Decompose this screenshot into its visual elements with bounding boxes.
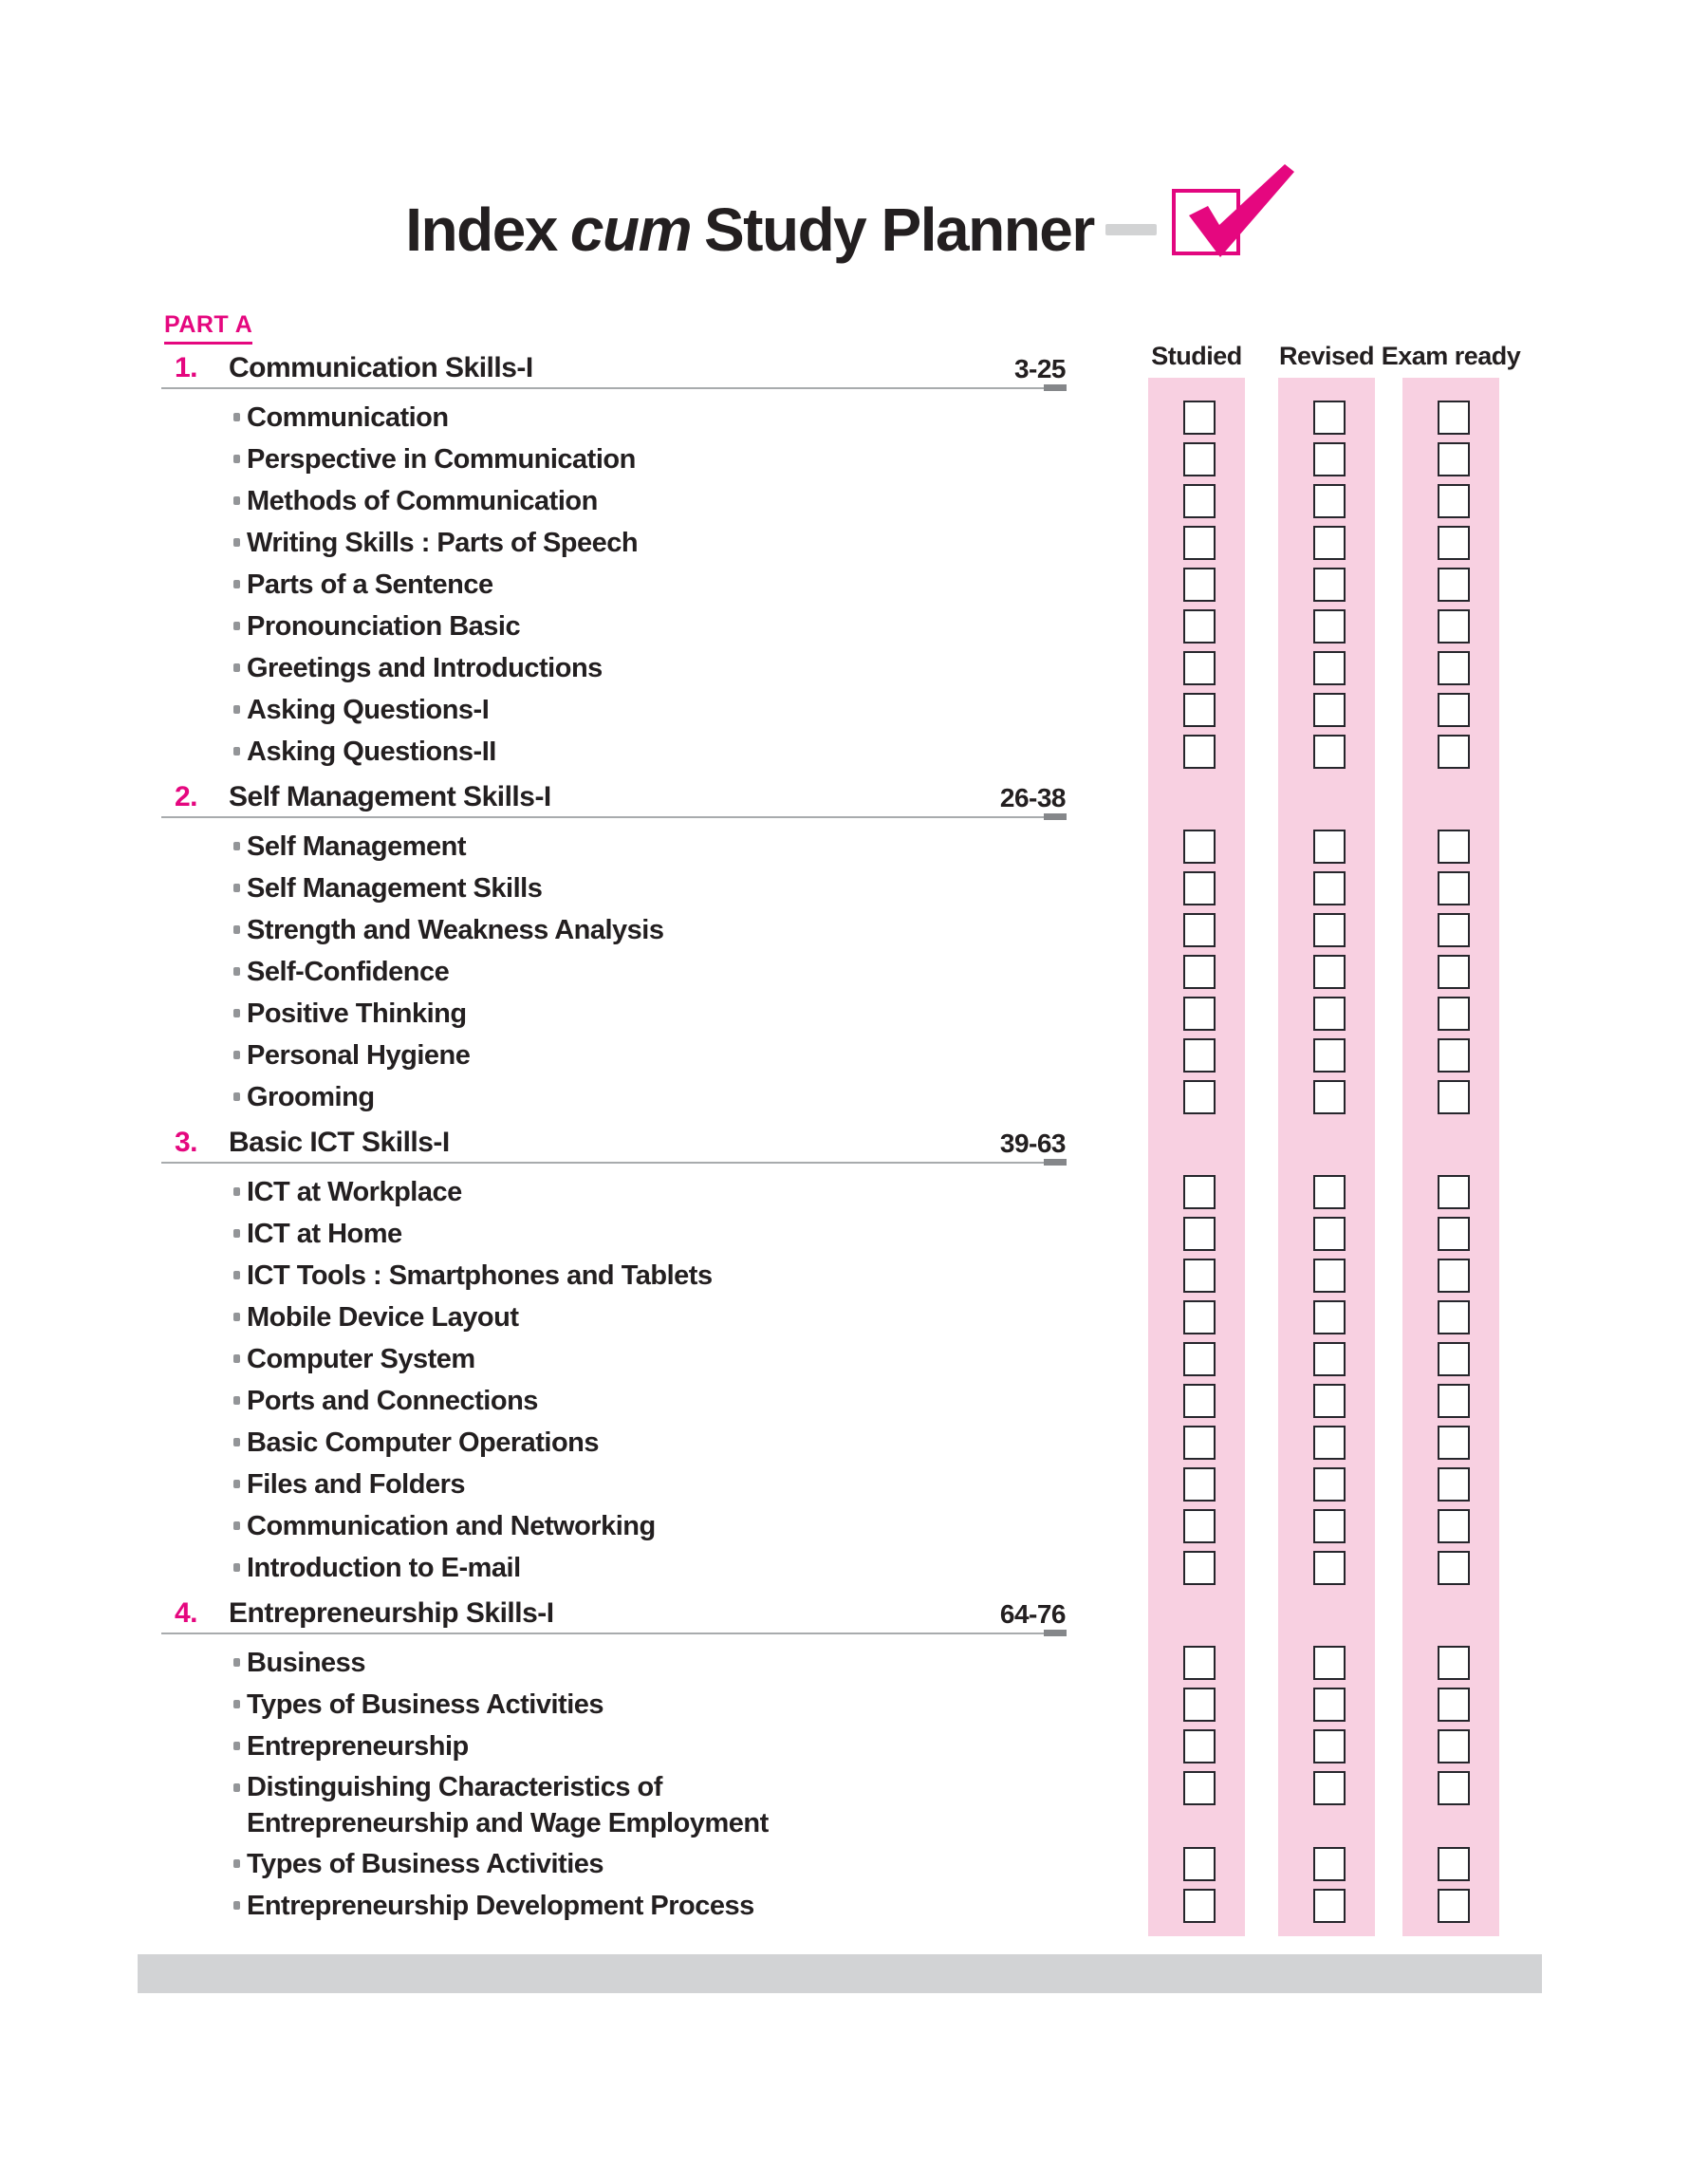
checkbox-exam-ready[interactable]	[1438, 1259, 1470, 1293]
checkbox-studied[interactable]	[1183, 1509, 1216, 1543]
bullet-icon	[233, 705, 240, 714]
topic-label-line: Positive Thinking	[247, 998, 467, 1029]
checkbox-revised[interactable]	[1313, 1426, 1346, 1460]
bullet-icon	[233, 1700, 240, 1708]
bullet-icon	[233, 496, 240, 505]
checkbox-exam-ready[interactable]	[1438, 1646, 1470, 1680]
topic-row	[161, 689, 1506, 731]
topic-label-line: Introduction to E-mail	[247, 1553, 521, 1583]
topic-list	[161, 1642, 1506, 1927]
checkbox-revised[interactable]	[1313, 913, 1346, 947]
topic-label	[247, 567, 493, 603]
checkbox-exam-ready[interactable]	[1438, 442, 1470, 476]
checkbox-exam-ready[interactable]	[1438, 1038, 1470, 1073]
checkbox-studied[interactable]	[1183, 609, 1216, 644]
topic-label	[247, 1341, 475, 1377]
checkbox-exam-ready[interactable]	[1438, 1509, 1470, 1543]
topic-row	[161, 993, 1506, 1035]
topic-label-line: Entrepreneurship	[247, 1731, 469, 1762]
checkbox-studied[interactable]	[1183, 1080, 1216, 1114]
column-header-studied: Studied	[1151, 342, 1242, 370]
bullet-icon	[233, 842, 240, 850]
topic-label	[247, 996, 467, 1032]
topic-list	[161, 826, 1506, 1118]
checkbox-revised[interactable]	[1313, 1217, 1346, 1251]
topic-label	[247, 1174, 462, 1210]
section-title: Entrepreneurship Skills-I	[229, 1597, 554, 1629]
topic-label	[247, 1846, 603, 1882]
checkbox-revised[interactable]	[1313, 1688, 1346, 1722]
checkbox-revised[interactable]	[1313, 1889, 1346, 1923]
checkbox-revised[interactable]	[1313, 526, 1346, 560]
checkbox-revised[interactable]	[1313, 1038, 1346, 1073]
topic-label-line: Writing Skills : Parts of Speech	[247, 528, 639, 558]
checkbox-exam-ready[interactable]	[1438, 1384, 1470, 1418]
topic-label	[247, 650, 603, 686]
topic-label	[247, 608, 520, 644]
checkbox-exam-ready[interactable]	[1438, 871, 1470, 905]
section-title: Self Management Skills-I	[229, 781, 551, 812]
checkbox-exam-ready[interactable]	[1438, 1175, 1470, 1209]
topic-label	[247, 1299, 519, 1335]
topic-label	[247, 400, 449, 436]
topic-label-line: Asking Questions-II	[247, 737, 496, 767]
checkbox-revised[interactable]	[1313, 1342, 1346, 1376]
topic-row	[161, 1035, 1506, 1076]
topic-label	[247, 1079, 375, 1115]
bullet-icon	[233, 1396, 240, 1405]
bullet-icon	[233, 925, 240, 934]
topic-label	[247, 483, 598, 519]
bullet-icon	[233, 1521, 240, 1530]
checkbox-exam-ready[interactable]	[1438, 1771, 1470, 1805]
checkbox-revised[interactable]	[1313, 568, 1346, 602]
bullet-icon	[233, 1009, 240, 1017]
checkmark-icon	[1160, 162, 1303, 276]
topic-list	[161, 397, 1506, 773]
bullet-icon	[233, 967, 240, 976]
title-word-cum: cum	[569, 196, 691, 264]
topic-label	[247, 1687, 603, 1723]
checkbox-studied[interactable]	[1183, 1175, 1216, 1209]
topic-label	[247, 1888, 754, 1924]
topic-row	[161, 909, 1506, 951]
section-page-range: 64-76	[999, 1599, 1066, 1629]
topic-row	[161, 564, 1506, 606]
section-title: Communication Skills-I	[229, 352, 533, 383]
topic-label-line: Communication	[247, 402, 449, 433]
topic-list	[161, 1171, 1506, 1589]
checkbox-studied[interactable]	[1183, 1426, 1216, 1460]
topic-label-line: Types of Business Activities	[247, 1689, 604, 1720]
checkbox-studied[interactable]	[1183, 1384, 1216, 1418]
bullet-icon	[233, 884, 240, 892]
topic-label	[247, 1508, 656, 1544]
topic-row	[161, 438, 1506, 480]
topic-row	[161, 480, 1506, 522]
checkbox-studied[interactable]	[1183, 484, 1216, 518]
bullet-icon	[233, 1783, 240, 1792]
section-number: 1.	[175, 352, 198, 383]
checkbox-exam-ready[interactable]	[1438, 1426, 1470, 1460]
section-header	[161, 353, 1066, 389]
checkbox-studied[interactable]	[1183, 1467, 1216, 1502]
checkbox-exam-ready[interactable]	[1438, 1889, 1470, 1923]
topic-label	[247, 441, 636, 477]
topic-label	[247, 954, 449, 990]
checkbox-studied[interactable]	[1183, 830, 1216, 864]
checkbox-exam-ready[interactable]	[1438, 1080, 1470, 1114]
topic-row	[161, 522, 1506, 564]
topic-row	[161, 1213, 1506, 1255]
topic-row	[161, 1767, 1506, 1843]
section-header	[161, 782, 1066, 818]
checkbox-revised[interactable]	[1313, 1259, 1346, 1293]
checkbox-revised[interactable]	[1313, 1175, 1346, 1209]
topic-label-line: Methods of Communication	[247, 486, 598, 516]
bullet-icon	[233, 455, 240, 463]
topic-label-line: ICT at Home	[247, 1219, 402, 1249]
checkbox-exam-ready[interactable]	[1438, 1217, 1470, 1251]
checkbox-exam-ready[interactable]	[1438, 830, 1470, 864]
topic-label	[247, 525, 638, 561]
topic-row	[161, 1843, 1506, 1885]
topic-label-line: Pronounciation Basic	[247, 611, 521, 642]
topic-label-line: Perspective in Communication	[247, 444, 636, 475]
topic-label	[247, 1550, 521, 1586]
topic-label	[247, 1383, 538, 1419]
column-header-revised: Revised	[1278, 342, 1375, 370]
checkbox-exam-ready[interactable]	[1438, 401, 1470, 435]
bullet-icon	[233, 1187, 240, 1196]
topic-row	[161, 1380, 1506, 1422]
checkbox-revised[interactable]	[1313, 1551, 1346, 1585]
checkbox-revised[interactable]	[1313, 693, 1346, 727]
bullet-icon	[233, 1742, 240, 1750]
topic-label	[247, 1728, 469, 1764]
checkbox-studied[interactable]	[1183, 1300, 1216, 1334]
content	[161, 353, 1506, 1927]
topic-row	[161, 1684, 1506, 1726]
checkbox-studied[interactable]	[1183, 442, 1216, 476]
topic-label	[247, 1466, 465, 1502]
section-title: Basic ICT Skills-I	[229, 1127, 450, 1158]
checkbox-exam-ready[interactable]	[1438, 1467, 1470, 1502]
title-dash	[1105, 224, 1157, 235]
checkbox-studied[interactable]	[1183, 871, 1216, 905]
checkbox-studied[interactable]	[1183, 1038, 1216, 1073]
checkbox-studied[interactable]	[1183, 568, 1216, 602]
topic-label	[247, 692, 489, 728]
topic-label-line: Mobile Device Layout	[247, 1302, 519, 1333]
bullet-icon	[233, 1313, 240, 1321]
topic-label	[247, 734, 496, 770]
topic-row	[161, 606, 1506, 647]
checkbox-revised[interactable]	[1313, 484, 1346, 518]
topic-row	[161, 951, 1506, 993]
checkbox-studied[interactable]	[1183, 1217, 1216, 1251]
bullet-icon	[233, 1092, 240, 1101]
section-number: 2.	[175, 781, 198, 812]
checkbox-exam-ready[interactable]	[1438, 1342, 1470, 1376]
topic-label-line: Self Management	[247, 831, 466, 862]
topic-label-line: Parts of a Sentence	[247, 569, 493, 600]
bullet-icon	[233, 1859, 240, 1868]
topic-row	[161, 1642, 1506, 1684]
checkbox-exam-ready[interactable]	[1438, 997, 1470, 1031]
topic-row	[161, 1547, 1506, 1589]
topic-label	[247, 1645, 365, 1681]
topic-label	[247, 912, 663, 948]
topic-label-line: Business	[247, 1648, 365, 1678]
checkbox-exam-ready[interactable]	[1438, 526, 1470, 560]
topic-label	[247, 1258, 713, 1294]
checkbox-revised[interactable]	[1313, 997, 1346, 1031]
bullet-icon	[233, 1658, 240, 1667]
bullet-icon	[233, 747, 240, 756]
topic-label	[247, 1037, 470, 1073]
bullet-icon	[233, 1438, 240, 1446]
topic-row	[161, 397, 1506, 438]
checkbox-exam-ready[interactable]	[1438, 735, 1470, 769]
checkbox-revised[interactable]	[1313, 955, 1346, 989]
section-page-range: 3-25	[1013, 354, 1066, 383]
bullet-icon	[233, 1563, 240, 1572]
checkbox-exam-ready[interactable]	[1438, 568, 1470, 602]
topic-row	[161, 868, 1506, 909]
bullet-icon	[233, 580, 240, 588]
topic-label-line: Entrepreneurship and Wage Employment	[247, 1808, 769, 1838]
checkbox-studied[interactable]	[1183, 1342, 1216, 1376]
topic-label-line: Greetings and Introductions	[247, 653, 603, 683]
checkbox-revised[interactable]	[1313, 442, 1346, 476]
topic-label	[247, 1425, 599, 1461]
section-header	[161, 1128, 1066, 1164]
bullet-icon	[233, 663, 240, 672]
checkbox-revised[interactable]	[1313, 871, 1346, 905]
checkbox-studied[interactable]	[1183, 997, 1216, 1031]
checkbox-studied[interactable]	[1183, 693, 1216, 727]
checkbox-exam-ready[interactable]	[1438, 651, 1470, 685]
checkbox-revised[interactable]	[1313, 1646, 1346, 1680]
checkbox-revised[interactable]	[1313, 401, 1346, 435]
page-title-text	[405, 186, 1094, 273]
topic-label-line: Asking Questions-I	[247, 695, 490, 725]
checkbox-exam-ready[interactable]	[1438, 955, 1470, 989]
checkbox-studied[interactable]	[1183, 1847, 1216, 1881]
topic-row	[161, 1726, 1506, 1767]
section-page-range: 26-38	[999, 783, 1066, 812]
checkbox-revised[interactable]	[1313, 609, 1346, 644]
topic-row	[161, 1338, 1506, 1380]
topic-label	[247, 1769, 769, 1841]
topic-row	[161, 731, 1506, 773]
topic-label-line: Entrepreneurship Development Process	[247, 1891, 754, 1921]
topic-row	[161, 647, 1506, 689]
bullet-icon	[233, 622, 240, 630]
checkbox-revised[interactable]	[1313, 1384, 1346, 1418]
bullet-icon	[233, 1480, 240, 1488]
topic-row	[161, 1422, 1506, 1464]
checkbox-studied[interactable]	[1183, 1551, 1216, 1585]
topic-row	[161, 826, 1506, 868]
bullet-icon	[233, 1901, 240, 1910]
checkbox-studied[interactable]	[1183, 913, 1216, 947]
checkbox-studied[interactable]	[1183, 1688, 1216, 1722]
topic-label	[247, 870, 542, 906]
topic-label-line: Grooming	[247, 1082, 375, 1112]
topic-label-line: Communication and Networking	[247, 1511, 656, 1541]
bullet-icon	[233, 1051, 240, 1059]
checkbox-studied[interactable]	[1183, 955, 1216, 989]
checkbox-exam-ready[interactable]	[1438, 1729, 1470, 1763]
checkbox-exam-ready[interactable]	[1438, 484, 1470, 518]
topic-label-line: Personal Hygiene	[247, 1040, 471, 1071]
checkbox-studied[interactable]	[1183, 651, 1216, 685]
checkbox-revised[interactable]	[1313, 1509, 1346, 1543]
checkbox-studied[interactable]	[1183, 526, 1216, 560]
bullet-icon	[233, 1271, 240, 1279]
title-word-study-planner: Study Planner	[703, 196, 1094, 264]
column-header-exam-ready: Exam ready	[1381, 342, 1521, 370]
bullet-icon	[233, 1229, 240, 1238]
checkbox-exam-ready[interactable]	[1438, 1551, 1470, 1585]
section-number: 4.	[175, 1597, 198, 1629]
bullet-icon	[233, 413, 240, 421]
section-page-range: 39-63	[999, 1129, 1066, 1158]
part-a-label: PART A	[164, 311, 252, 345]
checkbox-exam-ready[interactable]	[1438, 913, 1470, 947]
section-header	[161, 1598, 1066, 1634]
bullet-icon	[233, 1354, 240, 1363]
topic-label-line: Self-Confidence	[247, 957, 450, 987]
topic-label-line: Basic Computer Operations	[247, 1427, 600, 1458]
topic-label-line: ICT Tools : Smartphones and Tablets	[247, 1260, 713, 1291]
title-word-index: Index	[405, 196, 557, 264]
topic-label-line: Computer System	[247, 1344, 475, 1374]
checkbox-revised[interactable]	[1313, 830, 1346, 864]
topic-row	[161, 1171, 1506, 1213]
footer-bar	[138, 1954, 1542, 1993]
topic-row	[161, 1297, 1506, 1338]
topic-label-line: Types of Business Activities	[247, 1849, 604, 1879]
checkbox-exam-ready[interactable]	[1438, 1847, 1470, 1881]
topic-label-line: Distinguishing Characteristics of	[247, 1772, 662, 1802]
checkbox-exam-ready[interactable]	[1438, 1688, 1470, 1722]
page-title	[0, 186, 1708, 273]
checkbox-studied[interactable]	[1183, 1771, 1216, 1805]
topic-label-line: ICT at Workplace	[247, 1177, 462, 1207]
checkbox-revised[interactable]	[1313, 1729, 1346, 1763]
checkbox-studied[interactable]	[1183, 1259, 1216, 1293]
checkbox-exam-ready[interactable]	[1438, 693, 1470, 727]
checkbox-revised[interactable]	[1313, 1847, 1346, 1881]
checkbox-studied[interactable]	[1183, 401, 1216, 435]
topic-row	[161, 1464, 1506, 1505]
checkbox-studied[interactable]	[1183, 1729, 1216, 1763]
checkbox-revised[interactable]	[1313, 1080, 1346, 1114]
topic-row	[161, 1885, 1506, 1927]
checkbox-studied[interactable]	[1183, 1646, 1216, 1680]
topic-label	[247, 1216, 402, 1252]
checkbox-exam-ready[interactable]	[1438, 1300, 1470, 1334]
section-number: 3.	[175, 1127, 198, 1158]
checkbox-studied[interactable]	[1183, 1889, 1216, 1923]
checkbox-studied[interactable]	[1183, 735, 1216, 769]
checkbox-revised[interactable]	[1313, 1771, 1346, 1805]
topic-label	[247, 829, 466, 865]
checkbox-revised[interactable]	[1313, 651, 1346, 685]
topic-label-line: Ports and Connections	[247, 1386, 538, 1416]
topic-label-line: Files and Folders	[247, 1469, 465, 1500]
checkbox-revised[interactable]	[1313, 1467, 1346, 1502]
topic-row	[161, 1076, 1506, 1118]
checkbox-revised[interactable]	[1313, 1300, 1346, 1334]
topic-label-line: Strength and Weakness Analysis	[247, 915, 664, 945]
topic-row	[161, 1505, 1506, 1547]
checkbox-exam-ready[interactable]	[1438, 609, 1470, 644]
bullet-icon	[233, 538, 240, 547]
checkbox-revised[interactable]	[1313, 735, 1346, 769]
topic-label-line: Self Management Skills	[247, 873, 543, 904]
topic-row	[161, 1255, 1506, 1297]
